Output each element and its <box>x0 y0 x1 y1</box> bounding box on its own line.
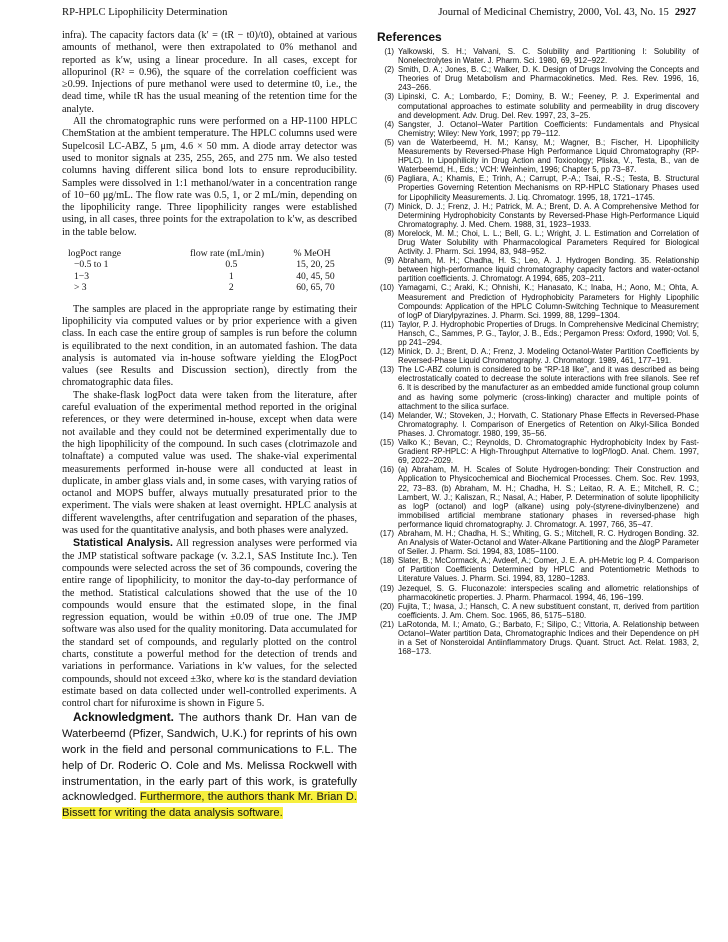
reference-item <box>377 465 699 529</box>
reference-text: Yalkowski, S. H.; Valvani, S. C. Solubility and Partitioning I: Solubility of Nonelectrolytes in Water. J. Pharm. Sci. 1980, 69, 912−922. <box>398 47 699 66</box>
reference-number: (4) <box>384 119 394 129</box>
reference-number: (11) <box>380 319 394 329</box>
reference-item <box>377 584 699 602</box>
reference-number: (8) <box>384 228 394 238</box>
table-header-row <box>68 248 357 259</box>
reference-item <box>377 347 699 365</box>
highlighted-text: Furthermore, the authors thank Mr. Brian D. Bissett for writing the data analysis software. <box>62 791 357 820</box>
table-row <box>68 282 357 293</box>
reference-number: (15) <box>379 438 394 448</box>
paragraph-chromatographic-runs: All the chromatographic runs were performed on a HP-1100 HPLC ChemStation at the ambient temperature. The HPLC columns used were Supelcosil LC-ABZ, 5 μm, 4.6 × 50 mm. A diode array detector was used to monitor signals at 235, 255, 265, and 275 nm. We also tested columns having different silica bond lots to ensure reproducibility. Samples were dissolved in 1:1 methanol/water in a concentration range of 10−60 μg/mL. The flow rate was 0.5, 1, or 2 mL/min, depending on the lipophilicity range. Three lipophilicity ranges were established using, in all cases, three points for the extrapolation to k′w, as described in the table below. <box>62 116 357 238</box>
right-column <box>377 30 699 656</box>
reference-number: (12) <box>379 347 394 357</box>
header-title: RP-HPLC Lipophilicity Determination <box>62 7 228 18</box>
table-cell: 15, 20, 25 <box>296 259 335 271</box>
references-heading: References <box>377 30 442 44</box>
reference-item <box>377 602 699 620</box>
reference-text: The LC-ABZ column is considered to be “RP-18 like”, and it was described as being electrostatically coated to decrease the solute interactions with free silanols. See ref 6. It is described by the manufacturer as an embedded amide functional group column and as having some polymeric (cross-linking) character and multiple points of attachment to the silica surface. <box>398 365 699 411</box>
reference-item <box>377 65 699 92</box>
reference-item <box>377 556 699 583</box>
reference-text: Jezequel, S. G. Fluconazole: interspecies scaling and allometric relationships of pharmacokinetic properties. J. Pharm. Pharmacol. 1994, 46, 196−199. <box>398 583 699 602</box>
table-row <box>68 259 357 270</box>
running-header <box>62 7 696 21</box>
table-cell: 2 <box>228 282 234 294</box>
reference-number: (3) <box>384 92 394 102</box>
reference-item <box>377 202 699 229</box>
journal-citation: Journal of Medicinal Chemistry, 2000, Vol. 43, No. 15 <box>438 7 669 18</box>
reference-text: Minick, D. J.; Frenz, J. H.; Patrick, M. A.; Brent, D. A. A Comprehensive Method for Determining Hydrophobicity Constants by Reversed-Phase High-Performance Liquid Chromatography. J. Med. Chem. 1988, 31, 1923−1933. <box>398 201 699 229</box>
reference-item <box>377 620 699 656</box>
reference-text: van de Waterbeemd, H. M.; Kansy, M.; Wagner, B.; Fischer, H. Lipophilicity Measurements by Reversed-Phase High Performance Liquid Chromatography (RP-HPLC). In Lipophilicity in Drug Action and Toxicology; Pliska, V., Testa, B., van de Waterbeemd, H., Eds.; VCH: Weinheim, 1996; Chapter 5, pp 73−87. <box>398 137 699 175</box>
page-number: 2927 <box>674 7 696 18</box>
reference-number: (17) <box>379 528 394 538</box>
table-cell: 1−3 <box>74 270 90 282</box>
reference-text: Valko K.; Bevan, C.; Reynolds, D. Chromatographic Hydrophobicity Index by Fast-Gradient RP-HPLC: A High-Throughput Alternative to logP/logD. Anal. Chem. 1997, 69, 2022−2029. <box>398 438 699 466</box>
method-table <box>68 248 357 294</box>
reference-item <box>377 92 699 119</box>
reference-item <box>377 438 699 465</box>
reference-text: Abraham, M. H.; Chadha, H. S.; Leo, A. J. Hydrogen Bonding. 35. Relationship between high-performance liquid chromatography capacity factors and water-octanol partition coefficients. J. Chromatogr. A 1994, 685, 203−211. <box>398 256 699 284</box>
reference-item <box>377 365 699 410</box>
reference-text: Sangster, J. Octanol−Water Partition Coefficients: Fundamentals and Physical Chemistry; Wiley: New York, 1997; pp 79−112. <box>398 119 699 138</box>
acknowledgment-text: The authors thank Dr. Han van de Waterbeemd (Pfizer, Sandwich, U.K.) for reprints of his own work in the field and personal communications to F.L. The help of Dr. Roderic O. Cole and Ms. Melissa Rockwell with instrumentation, in the early part of this work, is gratefully acknowledged. <box>62 712 357 804</box>
reference-item <box>377 138 699 174</box>
reference-number: (14) <box>379 410 394 420</box>
table-header-cell: flow rate (mL/min) <box>189 248 265 260</box>
table-header-cell: % MeOH <box>293 248 331 260</box>
reference-text: Lipinski, C. A.; Lombardo, F.; Dominy, B. W.; Feeney, P. J. Experimental and computational approaches to estimate solubility and permeability in drug discovery and development. Adv. Drug. Del. Rev. 1997, 23, 3−25. <box>398 92 699 120</box>
reference-number: (20) <box>379 601 394 611</box>
reference-number: (7) <box>384 201 394 211</box>
reference-item <box>377 229 699 256</box>
paragraph-statistical-analysis <box>62 537 357 710</box>
reference-item <box>377 256 699 283</box>
reference-item <box>377 47 699 65</box>
reference-number: (10) <box>379 283 394 293</box>
reference-item <box>377 529 699 556</box>
reference-number: (21) <box>379 619 394 629</box>
paragraph-shake-flask: The shake-flask logPoct data were taken from the literature, after careful evaluation of the experimental method reported in the original references, or they were determined in-house, except when data were not available and they could not be determined experimentally due to the high lipophilicity of the compound. In such cases (clotrimazole and tolnaftate) a computed value was used. The shake-vial experimental measurements performed in-house were all conducted at least in duplicate, in amber glass vials and, in some cases, with varying ratios of octanol and MOPS buffer, always mutually presaturated prior to the experiment. The vials were shaken at least overnight. HPLC analysis at different wavelengths, after centrifugation and separation of the phases, was used for the quantitative analysis, and both phases were analyzed. <box>62 389 357 537</box>
table-cell: > 3 <box>74 282 87 294</box>
reference-text: Smith, D. A.; Jones, B. C.; Walker, D. K. Design of Drugs Involving the Concepts and Theories of Drug Metabolism and Pharmacokinetics. Med. Res. Rev. 1996, 16, 243−266. <box>398 65 699 93</box>
reference-text: Slater, B.; McCormack, A.; Avdeef, A.; Comer, J. E. A. pH-Metric log P. 4. Comparison of Partition Coefficients Determined by HPLC and Potentiometric Methods to Literature Values. J. Pharm. Sci. 1994, 83, 1280−1283. <box>398 556 699 584</box>
reference-number: (19) <box>379 583 394 593</box>
table-cell: 1 <box>228 270 234 282</box>
reference-item <box>377 120 699 138</box>
reference-text: Morelock, M. M.; Choi, L. L.; Bell, G. L.; Wright, J. L. Estimation and Correlation of Drug Water Solubility with Pharmacological Parameters Required for Biological Activity. J. Pharm. Sci. 1994, 83, 948−952. <box>398 228 699 257</box>
reference-item <box>377 320 699 347</box>
table-cell: −0.5 to 1 <box>74 259 109 271</box>
reference-list <box>377 47 699 656</box>
reference-number: (18) <box>379 556 394 566</box>
table-cell: 60, 65, 70 <box>296 282 335 294</box>
reference-item <box>377 174 699 201</box>
left-column <box>62 30 357 822</box>
table-row <box>68 271 357 282</box>
reference-number: (6) <box>384 174 394 184</box>
reference-text: Pagliara, A.; Khamis, E.; Trinh, A.; Carrupt, P.-A.; Tsai, R.-S.; Testa, B. Structural Properties Governing Retention Mechanisms on RP-HPLC Stationary Phases used for Lipophilicity Measurements. J. Liq. Chromatogr. 1995, 18, 1721−1745. <box>398 174 699 202</box>
reference-text: Yamagami, C.; Araki, K.; Ohnishi, K.; Hanasato, K.; Inaba, H.; Aono, M.; Ohta, A. Measurement and Prediction of Hydrophobicity Parameters for Highly Lipophilic Compounds: Application of the HPLC Column-Switching Technique to Measurement of logP of Diarylpyrazines. J. Pharm. Sci. 1999, 88, 1299−1304. <box>398 283 699 320</box>
reference-number: (5) <box>384 137 394 147</box>
reference-number: (13) <box>379 365 394 375</box>
reference-text: Melander, W.; Stoveken, J.; Horvath, C. Stationary Phase Effects in Reversed-Phase Chromatography. I. Comparison of Energetics of Retention on Alkyl-Silica Bonded Phases. J. Chromatogr. 1980, 199, 35−56. <box>398 410 699 438</box>
reference-number: (2) <box>384 65 394 75</box>
reference-item <box>377 283 699 319</box>
section-heading-statistical-analysis: Statistical Analysis. <box>73 537 173 550</box>
reference-text: LaRotonda, M. I.; Amato, G.; Barbato, F.; Silipo, C.; Vittoria, A. Relationship between Octanol−Water partition Data, Chromatographic Indices and their Dependence on pH in a Set of Nonsteroidal Antiinflammatory Drugs. Quant. Struct. Act. Relat. 1983, 2, 168−173. <box>398 619 699 657</box>
table-cell: 40, 45, 50 <box>296 270 335 282</box>
section-heading-acknowledgment: Acknowledgment. <box>73 710 174 725</box>
reference-number: (9) <box>384 256 394 266</box>
reference-text: Minick, D. J.; Brent, D. A.; Frenz, J. Modeling Octanol-Water Partition Coefficients by Reversed-Phase Liquid Chromatography. J. Chromatogr. 1989, 461, 177−191. <box>398 347 699 366</box>
table-header-cell: logPoct range <box>68 248 122 260</box>
reference-text: Fujita, T.; Iwasa, J.; Hansch, C. A new substituent constant, π, derived from partition coefficients. J. Am. Chem. Soc. 1965, 86, 5175−5180. <box>398 601 699 620</box>
reference-text: (a) Abraham, M. H. Scales of Solute Hydrogen-bonding: Their Construction and Application to Physicochemical and Biochemical Processes. Chem. Soc. Rev. 1993, 22, 73−83. (b) Abraham, M. H.; Chadha, H. S.; Leitao, R. A. E.; Mitchell, R. C.; Lambert, W. J.; Kaliszan, R.; Nasal, A.; Haber, P. Determination of solute lipophilicity as logP (octanol) and logP (alkane) using poly-(styrene-divinylbenzene) and immobilised artificial membrane stationary phases in reversed-phase high performance liquid chromatography. J. Chromatogr. A. 1997, 766, 35−47. <box>398 465 699 529</box>
reference-text: Taylor, P. J. Hydrophobic Properties of Drugs. In Comprehensive Medicinal Chemistry; Hansch, C., Sammes, P. G., Taylor, J. B., Eds.; Pergamon Press: Oxford, 1990; Vol. 5, pp 241−294. <box>398 319 699 347</box>
reference-text: Abraham, M. H.; Chadha, H. S.; Whiting, G. S.; Mitchell, R. C. Hydrogen Bonding. 32. An Analysis of Water-Octanol and Water-Alkane Partitioning and the ΔlogP Parameter of Seiler. J. Pharm. Sci. 1994, 83, 1085−1100. <box>398 528 699 557</box>
paragraph-capacity-factors: infra). The capacity factors data (k′ = (tR − t0)/t0), obtained at various amounts of methanol, were then extrapolated to 0% methanol and reported as k′w, using a linear procedure. In all cases, except for allopurinol (R² = 0.96), the square of the correlation coefficient was ≥0.99. Injections of pure methanol were used to determine t0, i.e., the dead time, while tR has the usual meaning of the retention time for the analyte. <box>62 30 357 115</box>
paragraph-sample-placement: The samples are placed in the appropriate range by estimating their lipophilicity via computed values or by prior experience with a given class. In each case the entire group of samples is run before the column is equilibrated to the next condition, in an automated fashion. The data analysis is automated via in-house software yielding the ElogPoct values (see Results and Discussion section), directly from the chromatographic data files. <box>62 303 357 389</box>
table-cell: 0.5 <box>225 259 238 271</box>
reference-number: (1) <box>384 47 394 56</box>
header-journal <box>438 7 696 18</box>
reference-item <box>377 411 699 438</box>
reference-number: (16) <box>379 465 394 475</box>
statistical-analysis-text: All regression analyses were performed via the JMP statistical software package (v. 3.2.1, SAS Institute Inc.). Ten compounds were selected across the set of 36 compounds, covering the entire range of lipophilicity, to monitor the day-to-day performance of the method. Statistical calculations showed that the use of the 10 compounds would ensure that the estimated slope, in the final regression equation, would be within ±0.09 of true one. The JMP software was also used for the quality monitoring. Data accumulated for the standard set of compounds, and regularly plotted on the control charts, constitute a powerful method for the detection of trends and variations in performance. Variations in k′w values, for the selected compounds, should not exceed ±3kσ, where kσ is the standard deviation estimate based on data collected under well-controlled experiments. A control chart for nifuroxime is shown in Figure 5. <box>62 538 357 710</box>
acknowledgment-paragraph <box>62 710 357 822</box>
